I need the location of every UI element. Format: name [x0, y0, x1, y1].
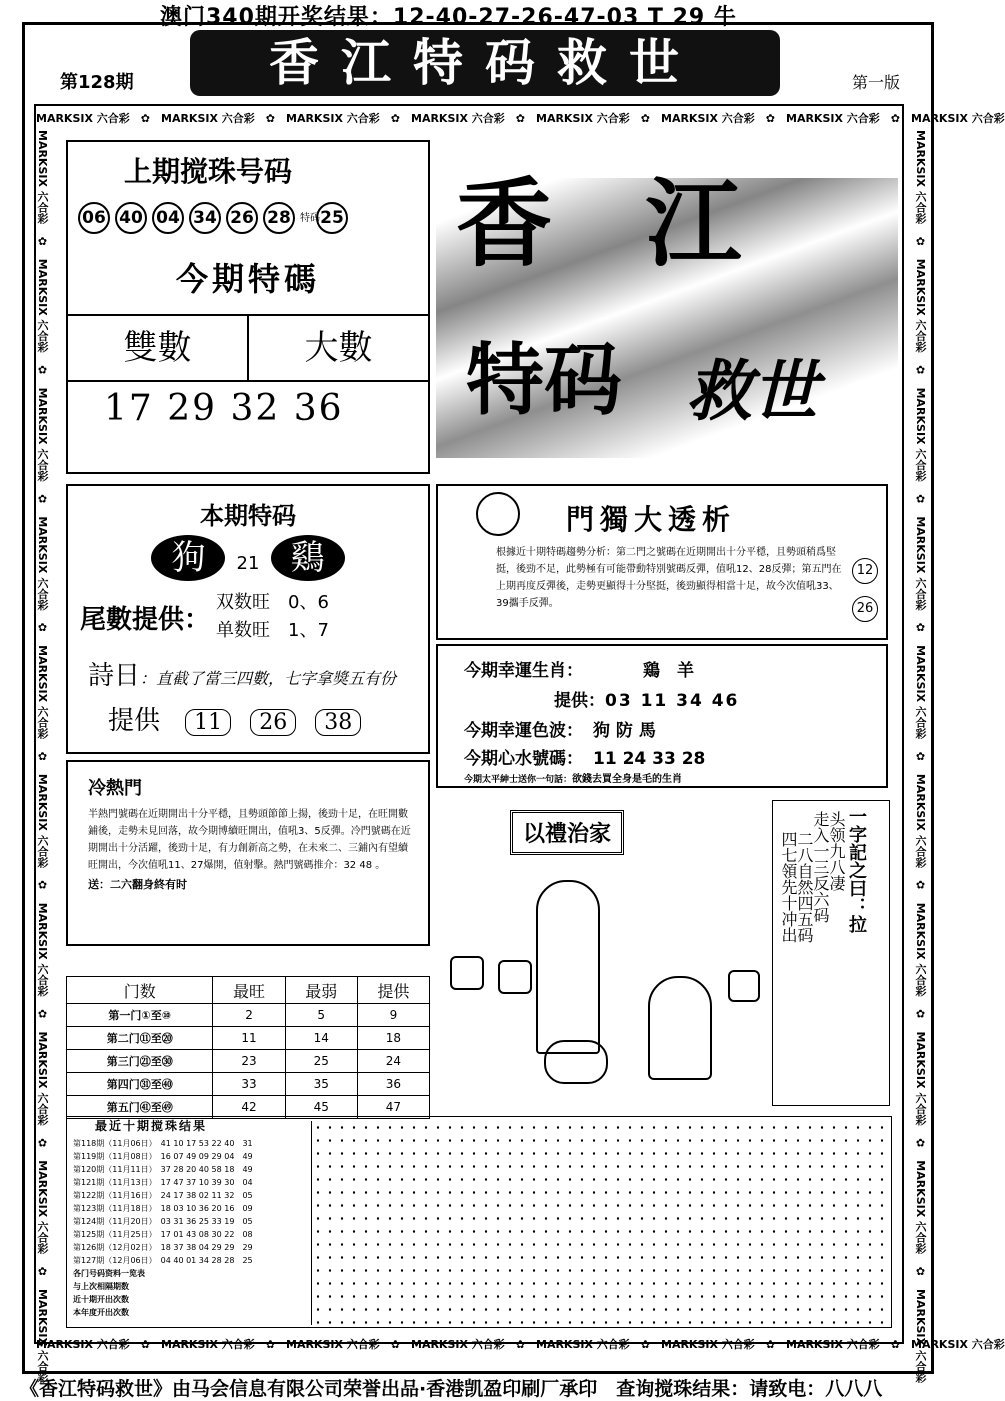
poem-row: [88, 655, 428, 692]
strip-text: MARKSIX 六合彩: [286, 1338, 380, 1351]
door-name: 第五门㊶至㊾: [67, 1096, 213, 1119]
table-row: [67, 1050, 430, 1073]
history-period: 第123期（11月18日）: [73, 1204, 153, 1213]
tail-block: [80, 589, 428, 645]
history-period: 第119期（11月08日）: [73, 1152, 153, 1161]
last-draw-title: 上期搅珠号码: [124, 155, 293, 188]
stat-cell: 35: [285, 1073, 357, 1096]
strip-text: MARKSIX 六合彩: [914, 387, 927, 482]
strip-text: MARKSIX 六合彩: [914, 516, 927, 611]
history-numbers: 04 40 01 34 28 28: [160, 1256, 235, 1265]
strip-text: MARKSIX 六合彩: [161, 112, 255, 125]
poem-label: 詩日: [88, 661, 141, 691]
luck-color: 狗 防 馬: [593, 721, 656, 741]
stat-cell: 42: [213, 1096, 285, 1119]
masthead-title: 香江特码救世: [190, 30, 780, 96]
strip-text: MARKSIX 六合彩: [36, 258, 49, 353]
hero-line2: 特码: [466, 336, 623, 426]
history-title: 最近十期搅珠结果: [95, 1119, 208, 1133]
stat-cell: 45: [285, 1096, 357, 1119]
top-banner: 澳门340期开奖结果：12-40-27-26-47-03 T 29 牛: [160, 5, 737, 30]
luck-zodiac-label: 今期幸運生肖：: [464, 661, 583, 681]
history-box: [66, 1116, 892, 1328]
kneeling-figure: [648, 976, 712, 1080]
strip-text: MARKSIX 六合彩: [36, 112, 130, 125]
strip-text: MARKSIX 六合彩: [36, 645, 49, 739]
stat-cell: 9: [357, 1004, 429, 1027]
history-row: [73, 1176, 309, 1189]
draw-ball: 04: [152, 202, 184, 234]
strip-text: MARKSIX 六合彩: [36, 902, 49, 997]
strip-text: MARKSIX 六合彩: [36, 1031, 49, 1126]
hotcold-box: [66, 760, 430, 946]
tail-row2-value: 1、7: [288, 620, 329, 641]
benqi-box: [66, 484, 430, 754]
draw-ball: 06: [78, 202, 110, 234]
strip-text: MARKSIX 六合彩: [661, 112, 755, 125]
stats-header-cell: 门数: [67, 977, 213, 1004]
history-numbers: 18 37 38 04 29 29: [160, 1243, 235, 1252]
special-ball: 25: [316, 202, 348, 234]
provide-num: 11: [185, 709, 231, 736]
history-period: 第127期（12月06日）: [73, 1256, 153, 1265]
hotcold-title: 冷熱門: [88, 778, 142, 799]
stat-cell: 2: [213, 1004, 285, 1027]
history-row: [73, 1189, 309, 1202]
luck-tip-label: 今期太平紳士送你一句話：: [464, 775, 573, 785]
verse-col: 二八自然四五码: [795, 831, 814, 943]
strip-text: MARKSIX 六合彩: [536, 1338, 630, 1351]
history-special: 31: [242, 1139, 253, 1148]
issue-number: 第128期: [60, 72, 134, 93]
strip-text: MARKSIX 六合彩: [914, 1031, 927, 1126]
dog-figure: [544, 1040, 608, 1084]
stat-cell: 11: [213, 1027, 285, 1050]
history-special: 25: [242, 1256, 253, 1265]
history-period: 第122期（11月16日）: [73, 1191, 153, 1200]
stats-table-wrap: [66, 976, 430, 1119]
last-draw-balls: [78, 202, 428, 234]
left-strip: MARKSIX 六合彩 ✿ MARKSIX 六合彩 ✿ MARKSIX 六合彩 ✿ MARKSIX 六合彩 ✿ MARKSIX 六合彩 ✿ MARKSIX 六合彩 ✿ MARKSIX 六合彩 ✿ MARKSIX 六合彩 ✿ MARKSIX 六合彩 ✿ MARKSIX 六合彩: [36, 130, 49, 1383]
provide-label: 提供: [108, 706, 161, 736]
special-numbers: 17 29 32 36: [68, 380, 428, 429]
history-numbers: 18 03 10 36 20 16: [160, 1204, 235, 1213]
history-numbers: 17 01 43 08 30 22: [160, 1230, 235, 1239]
stat-cell: 23: [213, 1050, 285, 1073]
draw-ball: 26: [226, 202, 258, 234]
strip-text: MARKSIX 六合彩: [536, 112, 630, 125]
stat-cell: 24: [357, 1050, 429, 1073]
hero-banner: [436, 138, 898, 478]
strip-text: MARKSIX 六合彩: [161, 1338, 255, 1351]
history-dot-grid: [311, 1121, 888, 1325]
parity-right: 大數: [304, 328, 373, 368]
plaque: 以禮治家: [510, 810, 624, 855]
strip-text: MARKSIX 六合彩: [36, 516, 49, 611]
history-row: [73, 1215, 309, 1228]
history-row: [73, 1137, 309, 1150]
door-name: 第二门⑪至⑳: [67, 1027, 213, 1050]
strip-text: MARKSIX 六合彩: [36, 130, 49, 224]
door-name: 第一门①至⑩: [67, 1004, 213, 1027]
verse-box: [772, 800, 890, 1106]
history-special: 05: [242, 1217, 253, 1226]
table-row: [67, 1027, 430, 1050]
stat-cell: 5: [285, 1004, 357, 1027]
strip-text: MARKSIX 六合彩: [911, 112, 1005, 125]
drum-left: [450, 956, 484, 990]
luck-heart: 11 24 33 28: [593, 749, 706, 769]
history-period: 第124期（11月20日）: [73, 1217, 153, 1226]
history-row: [73, 1254, 309, 1267]
history-numbers: 16 07 49 09 29 04: [160, 1152, 235, 1161]
hotcold-body: 半熱門號碼在近期開出十分平穩，且勢頭節節上揚，後勁十足，在旺開數鋪後，走勢未見回落，故今期博續旺開出，值吼3、5反彈。冷門號碼在近期開出十分活躍，後勁十足，有力創新高之勢，在未來二、三鋪內有望續旺開出，今次值吼11、27爆開，值射擊。熱門號碼推介：32 48 。: [88, 809, 411, 871]
strip-text: MARKSIX 六合彩: [36, 773, 49, 868]
history-list: [73, 1137, 309, 1319]
door-title: 門獨大透析: [566, 503, 737, 536]
history-numbers: 24 17 38 02 11 32: [160, 1191, 235, 1200]
special-label: 特码: [300, 213, 320, 224]
strip-text: MARKSIX 六合彩: [914, 1160, 927, 1255]
strip-text: MARKSIX 六合彩: [914, 1289, 927, 1383]
tail-values: [216, 589, 329, 645]
door-body: 根據近十期特碼趨勢分析：第二門之號碼在近期開出十分平穩，且勢頭稍爲堅挺，後勁不足，此勢極有可能帶動特別號碼反彈，值吼12、28反彈；第五門在上期再度反彈後，走勢更顯得十分堅挺，後勁顯得相當十足，故今次值吼33、39攜手反彈。: [496, 547, 842, 609]
tail-row1-label: 双数旺: [216, 592, 271, 613]
history-numbers: 41 10 17 53 22 40: [160, 1139, 235, 1148]
verse-col: 四七領先十冲出: [779, 831, 798, 943]
hero-line1: 香 江: [456, 168, 772, 280]
strip-text: MARKSIX 六合彩: [286, 112, 380, 125]
history-row: [73, 1241, 309, 1254]
zodiac-two: 鷄: [271, 535, 345, 581]
bottom-banner: 《香江特码救世》由马会信息有限公司荣誉出品·香港凯盈印刷厂承印 查询搅珠结果：请致电：八八八: [20, 1378, 883, 1400]
strip-text: MARKSIX 六合彩: [914, 645, 927, 739]
tail-label: 尾數提供：: [80, 604, 211, 635]
verse-title: 一字記之曰：拉: [846, 807, 867, 933]
door-name: 第四门㉛至㊵: [67, 1073, 213, 1096]
door-circle-1: 12: [852, 558, 878, 584]
history-special: 49: [242, 1165, 253, 1174]
history-numbers: 37 28 20 40 58 18: [160, 1165, 235, 1174]
strip-text: MARKSIX 六合彩: [36, 1338, 130, 1351]
strip-text: MARKSIX 六合彩: [661, 1338, 755, 1351]
figure-illustration: [536, 880, 600, 1054]
history-period: 第126期（12月02日）: [73, 1243, 153, 1252]
history-period: 第118期（11月06日）: [73, 1139, 153, 1148]
zodiac-mid: 21: [236, 553, 260, 574]
strip-text: MARKSIX 六合彩: [36, 1160, 49, 1255]
top-strip: MARKSIX 六合彩 ✿ MARKSIX 六合彩 ✿ MARKSIX 六合彩 ✿ MARKSIX 六合彩 ✿ MARKSIX 六合彩 ✿ MARKSIX 六合彩 ✿ MARKSIX 六合彩 ✿ MARKSIX 六合彩: [36, 112, 1005, 125]
strip-text: MARKSIX 六合彩: [411, 1338, 505, 1351]
draw-ball: 40: [115, 202, 147, 234]
luck-heart-label: 今期心水號碼：: [464, 749, 583, 769]
hotcold-send: 送：二六翻身終有时: [88, 878, 187, 891]
history-period: 第121期（11月13日）: [73, 1178, 153, 1187]
luck-provide: 03 11 34 46: [605, 691, 740, 711]
strip-text: MARKSIX 六合彩: [914, 258, 927, 353]
history-period: 第125期（11月25日）: [73, 1230, 153, 1239]
history-footer-row: 各门号码资料一览表: [73, 1269, 145, 1278]
strip-text: MARKSIX 六合彩: [914, 130, 927, 224]
benqi-title: 本期特码: [200, 502, 296, 530]
history-special: 04: [242, 1178, 253, 1187]
history-numbers: 03 31 36 25 33 19: [160, 1217, 235, 1226]
drum-right: [728, 970, 760, 1002]
history-footer-row: 与上次相隔期数: [73, 1282, 129, 1291]
table-row: [67, 1073, 430, 1096]
history-special: 49: [242, 1152, 253, 1161]
history-special: 08: [242, 1230, 253, 1239]
provide-row: [108, 700, 428, 737]
zodiac-row: [68, 535, 428, 581]
stats-table: [66, 976, 430, 1119]
stat-cell: 47: [357, 1096, 429, 1119]
verse-col: 头领九八凄: [827, 811, 846, 891]
luck-provide-label: 提供：: [554, 691, 605, 711]
right-strip: MARKSIX 六合彩 ✿ MARKSIX 六合彩 ✿ MARKSIX 六合彩 ✿ MARKSIX 六合彩 ✿ MARKSIX 六合彩 ✿ MARKSIX 六合彩 ✿ MARKSIX 六合彩 ✿ MARKSIX 六合彩 ✿ MARKSIX 六合彩 ✿ MARKSIX 六合彩: [914, 130, 927, 1383]
history-row: [73, 1202, 309, 1215]
verse-col: 走入一三反六码: [811, 811, 830, 923]
provide-num: 38: [315, 709, 361, 736]
history-special: 29: [242, 1243, 253, 1252]
zodiac-one: 狗: [151, 535, 225, 581]
bottom-strip: MARKSIX 六合彩 ✿ MARKSIX 六合彩 ✿ MARKSIX 六合彩 ✿ MARKSIX 六合彩 ✿ MARKSIX 六合彩 ✿ MARKSIX 六合彩 ✿ MARKSIX 六合彩 ✿ MARKSIX 六合彩: [36, 1338, 1005, 1351]
strip-text: MARKSIX 六合彩: [786, 112, 880, 125]
hero-line3: 救世: [686, 353, 818, 430]
strip-text: MARKSIX 六合彩: [36, 387, 49, 482]
draw-ball: 28: [263, 202, 295, 234]
last-draw-box: [66, 140, 430, 474]
stat-cell: 14: [285, 1027, 357, 1050]
draw-ball: 34: [189, 202, 221, 234]
luck-zodiac: 鶏 羊: [643, 661, 694, 681]
luck-tip: 欲錢去買全身是毛的生肖: [572, 774, 683, 785]
parity-row: [68, 314, 428, 380]
history-row: [73, 1228, 309, 1241]
history-row: [73, 1150, 309, 1163]
stats-header-cell: 最旺: [213, 977, 285, 1004]
magnifier-icon: [476, 492, 520, 536]
strip-text: MARKSIX 六合彩: [36, 1289, 49, 1383]
stat-cell: 33: [213, 1073, 285, 1096]
door-name: 第三门㉑至㉚: [67, 1050, 213, 1073]
history-footer-row: 近十期开出次数: [73, 1295, 129, 1304]
proverb-picture: [436, 800, 768, 1106]
strip-text: MARKSIX 六合彩: [914, 773, 927, 868]
strip-text: MARKSIX 六合彩: [411, 112, 505, 125]
history-numbers: 17 47 37 10 39 30: [160, 1178, 235, 1187]
stats-header-cell: 最弱: [285, 977, 357, 1004]
poem-text: ：直截了當三四數，七字拿獎五有份: [140, 669, 397, 688]
luck-color-label: 今期幸運色波：: [464, 721, 583, 741]
history-special: 09: [242, 1204, 253, 1213]
stats-header: [67, 977, 430, 1004]
tail-row2-label: 单数旺: [216, 620, 271, 641]
this-special-title: 今期特碼: [175, 260, 320, 298]
stat-cell: 36: [357, 1073, 429, 1096]
history-footer-row: 本年度开出次数: [73, 1308, 129, 1317]
stat-cell: 18: [357, 1027, 429, 1050]
strip-text: MARKSIX 六合彩: [786, 1338, 880, 1351]
tail-row1-value: 0、6: [288, 592, 329, 613]
stats-header-cell: 提供: [357, 977, 429, 1004]
strip-text: MARKSIX 六合彩: [914, 902, 927, 997]
door-circle-2: 26: [852, 596, 878, 622]
edition-label: 第一版: [852, 73, 901, 92]
drum-mid: [498, 960, 532, 994]
luck-box: [436, 644, 888, 788]
history-row: [73, 1163, 309, 1176]
stat-cell: 25: [285, 1050, 357, 1073]
parity-left: 雙數: [68, 316, 249, 380]
strip-text: MARKSIX 六合彩: [911, 1338, 1005, 1351]
table-row: [67, 1004, 430, 1027]
history-period: 第120期（11月11日）: [73, 1165, 153, 1174]
history-special: 05: [242, 1191, 253, 1200]
door-box: [436, 484, 888, 640]
provide-num: 26: [250, 709, 296, 736]
